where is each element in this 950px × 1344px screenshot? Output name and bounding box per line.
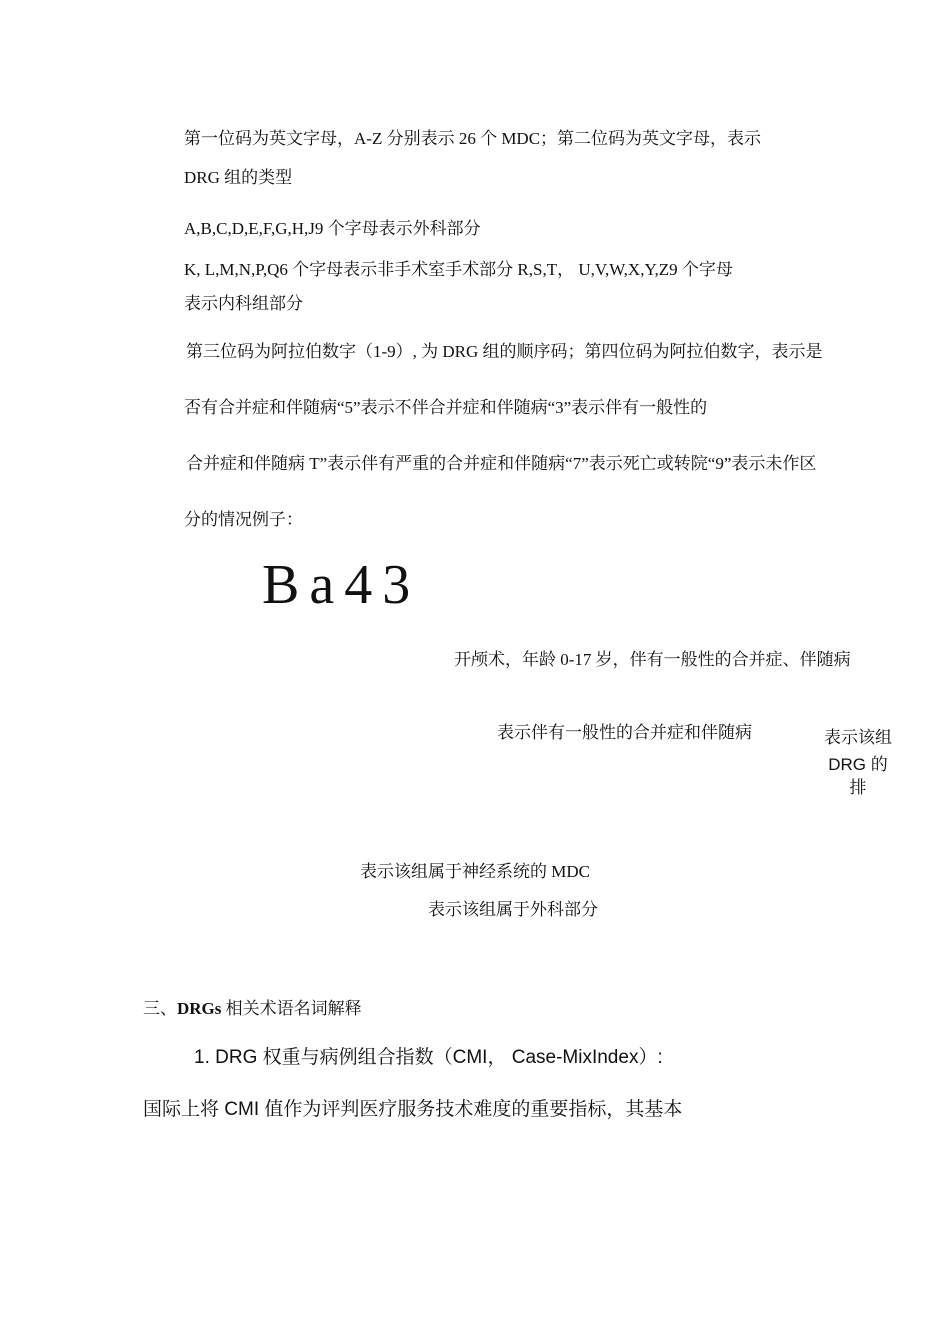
section3-bold: DRGs [177, 999, 222, 1018]
para2-line4: 分的情况例子： [184, 510, 303, 529]
para2-line2: 否有合并症和伴随病“5”表示不伴合并症和伴随病“3”表示伴有一般性的 [184, 398, 708, 417]
surgical-letters-line: A,B,C,D,E,F,G,H,J9 个字母表示外科部分 [184, 219, 481, 238]
section3-rest: 相关术语名词解释 [221, 999, 362, 1018]
example-desc-full: 开颅术，年龄 0-17 岁，伴有一般性的合并症、伴随病 [454, 650, 851, 669]
para1-line1: 第一位码为英文字母，A-Z 分别表示 26 个 MDC；第二位码为英文字母，表示 [184, 129, 762, 148]
section3-prefix: 三、 [143, 999, 177, 1018]
example-desc-letter1: 表示该组属于神经系统的 MDC [360, 862, 590, 881]
example-desc-digit4-line3: 排 [849, 778, 867, 797]
para2-line1: 第三位码为阿拉伯数字（1-9）, 为 DRG 组的顺序码；第四位码为阿拉伯数字，表示是 [186, 342, 823, 361]
nonop-letters-line1: K, L,M,N,P,Q6 个字母表示非手术室手术部分 R,S,T， U,V,W,X,Y,Z9 个字母 [184, 260, 733, 279]
nonop-letters-line2: 表示内科组部分 [184, 294, 303, 313]
example-desc-digit4-line1: 表示该组 [824, 728, 892, 747]
item1-heading: 1. DRG 权重与病例组合指数（CMI， Case-MixIndex）: [194, 1047, 663, 1068]
para1-line2: DRG 组的类型 [184, 168, 293, 187]
para2-line3: 合并症和伴随病 T”表示伴有严重的合并症和伴随病“7”表示死亡或转院“9”表示未作区 [186, 454, 817, 473]
section3-heading [143, 994, 362, 1019]
example-desc-digit4 [808, 723, 908, 798]
example-desc-letter2: 表示该组属于外科部分 [428, 900, 598, 919]
example-desc-digit4-line2: DRG 的 [828, 755, 888, 774]
example-desc-digit3: 表示伴有一般性的合并症和伴随病 [497, 723, 752, 742]
example-code: Ba43 [262, 554, 421, 616]
item1-body: 国际上将 CMI 值作为评判医疗服务技术难度的重要指标，其基本 [143, 1099, 683, 1120]
